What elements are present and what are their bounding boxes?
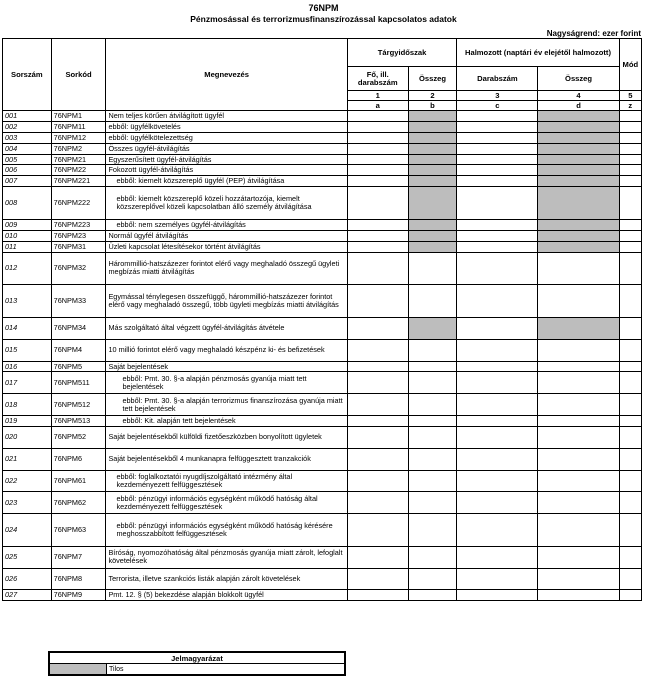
value-cell[interactable] — [457, 492, 538, 514]
row-code: 76NPM6 — [51, 448, 106, 470]
row-number: 022 — [3, 470, 52, 492]
table-row — [3, 252, 642, 285]
value-cell[interactable] — [408, 361, 457, 372]
value-cell[interactable] — [347, 219, 408, 230]
row-number: 020 — [3, 426, 52, 448]
value-cell[interactable] — [457, 285, 538, 318]
row-number: 002 — [3, 121, 52, 132]
value-cell[interactable] — [408, 568, 457, 590]
row-code: 76NPM21 — [51, 154, 106, 165]
row-name: Nem teljes körűen átvilágított ügyfél — [106, 111, 347, 122]
header-osszeg-halmozott: Összeg — [538, 67, 619, 91]
value-cell — [538, 317, 619, 339]
value-cell[interactable] — [457, 111, 538, 122]
table-row — [3, 165, 642, 176]
value-cell[interactable] — [538, 394, 619, 416]
value-cell[interactable] — [347, 176, 408, 187]
table-row — [3, 372, 642, 394]
row-code: 76NPM5 — [51, 361, 106, 372]
legend-title: Jelmagyarázat — [49, 652, 345, 664]
row-number: 006 — [3, 165, 52, 176]
value-cell[interactable] — [347, 143, 408, 154]
row-name: ebből: Pmt. 30. §-a alapján pénzmosás gyanúja miatt tett bejelentések — [106, 372, 347, 394]
row-name: Saját bejelentésekből 4 munkanapra felfüggesztett tranzakciók — [106, 448, 347, 470]
mod-cell[interactable] — [619, 241, 641, 252]
value-cell — [408, 143, 457, 154]
row-name: ebből: kiemelt közszereplő közeli hozzátartozója, kiemelt közszereplővel közeli kapcsolatban álló személy átvilágítása — [106, 187, 347, 220]
value-cell[interactable] — [457, 230, 538, 241]
value-cell[interactable] — [538, 361, 619, 372]
value-cell[interactable] — [538, 492, 619, 514]
row-name: Normál ügyfél átvilágítás — [106, 230, 347, 241]
value-cell — [408, 154, 457, 165]
mod-cell[interactable] — [619, 514, 641, 547]
table-row — [3, 154, 642, 165]
value-cell[interactable] — [538, 285, 619, 318]
row-code: 76NPM223 — [51, 219, 106, 230]
row-code: 76NPM2 — [51, 143, 106, 154]
row-code: 76NPM52 — [51, 426, 106, 448]
row-name: Bíróság, nyomozóhatóság által pénzmosás gyanúja miatt zárolt, lefoglalt követelések — [106, 546, 347, 568]
value-cell — [408, 317, 457, 339]
row-code: 76NPM62 — [51, 492, 106, 514]
value-cell[interactable] — [457, 448, 538, 470]
row-name: ebből: Kit. alapján tett bejelentések — [106, 416, 347, 427]
value-cell[interactable] — [347, 241, 408, 252]
value-cell[interactable] — [347, 372, 408, 394]
row-number: 025 — [3, 546, 52, 568]
value-cell — [408, 176, 457, 187]
header-targyidoszak: Tárgyidőszak — [347, 39, 457, 67]
table-row — [3, 568, 642, 590]
mod-cell[interactable] — [619, 285, 641, 318]
row-code: 76NPM9 — [51, 590, 106, 601]
row-code: 76NPM221 — [51, 176, 106, 187]
value-cell[interactable] — [538, 514, 619, 547]
table-row — [3, 546, 642, 568]
value-cell[interactable] — [347, 568, 408, 590]
value-cell[interactable] — [538, 568, 619, 590]
header-halmozott: Halmozott (naptári év elejétől halmozott) — [457, 39, 619, 67]
row-code: 76NPM11 — [51, 121, 106, 132]
table-row — [3, 416, 642, 427]
row-number: 005 — [3, 154, 52, 165]
row-code: 76NPM32 — [51, 252, 106, 285]
table-row — [3, 176, 642, 187]
row-code: 76NPM511 — [51, 372, 106, 394]
table-row — [3, 426, 642, 448]
value-cell[interactable] — [408, 492, 457, 514]
row-name: ebből: ügyfélkötelezettség — [106, 132, 347, 143]
value-cell[interactable] — [347, 339, 408, 361]
value-cell[interactable] — [538, 546, 619, 568]
value-cell[interactable] — [538, 590, 619, 601]
row-code: 76NPM33 — [51, 285, 106, 318]
value-cell[interactable] — [347, 165, 408, 176]
table-row — [3, 361, 642, 372]
value-cell[interactable] — [538, 372, 619, 394]
value-cell — [408, 187, 457, 220]
table-row — [3, 143, 642, 154]
value-cell[interactable] — [457, 132, 538, 143]
legend-swatch-forbidden — [49, 664, 107, 676]
header-mod: Mód — [619, 39, 641, 91]
value-cell[interactable] — [347, 252, 408, 285]
value-cell[interactable] — [347, 514, 408, 547]
mod-cell[interactable] — [619, 111, 641, 122]
row-number: 017 — [3, 372, 52, 394]
column-number: 4 — [538, 91, 619, 101]
mod-cell[interactable] — [619, 339, 641, 361]
value-cell — [408, 230, 457, 241]
table-row — [3, 132, 642, 143]
mod-cell[interactable] — [619, 165, 641, 176]
data-table — [2, 38, 642, 601]
mod-cell[interactable] — [619, 568, 641, 590]
mod-cell[interactable] — [619, 590, 641, 601]
legend — [48, 651, 346, 676]
report-code: 76NPM — [308, 3, 339, 13]
row-code: 76NPM23 — [51, 230, 106, 241]
mod-cell[interactable] — [619, 154, 641, 165]
table-row — [3, 317, 642, 339]
column-letter: a — [347, 101, 408, 111]
value-cell[interactable] — [347, 426, 408, 448]
value-cell[interactable] — [408, 590, 457, 601]
value-cell[interactable] — [347, 230, 408, 241]
value-cell — [538, 132, 619, 143]
value-cell[interactable] — [457, 416, 538, 427]
value-cell[interactable] — [347, 590, 408, 601]
value-cell[interactable] — [408, 514, 457, 547]
row-name: Más szolgáltató által végzett ügyfél-átvilágítás átvétele — [106, 317, 347, 339]
row-code: 76NPM61 — [51, 470, 106, 492]
mod-cell[interactable] — [619, 219, 641, 230]
row-code: 76NPM7 — [51, 546, 106, 568]
row-name: Üzleti kapcsolat létesítésekor történt átvilágítás — [106, 241, 347, 252]
header-sorkod: Sorkód — [51, 39, 106, 111]
mod-cell[interactable] — [619, 394, 641, 416]
row-name: ebből: pénzügyi információs egységként működő hatóság kérésére meghosszabbított felfüggesztések — [106, 514, 347, 547]
header-sorszam: Sorszám — [3, 39, 52, 111]
row-code: 76NPM22 — [51, 165, 106, 176]
value-cell[interactable] — [457, 546, 538, 568]
value-cell[interactable] — [408, 252, 457, 285]
table-row — [3, 339, 642, 361]
mod-cell[interactable] — [619, 416, 641, 427]
mod-cell[interactable] — [619, 143, 641, 154]
value-cell — [538, 219, 619, 230]
row-name: ebből: kiemelt közszereplő ügyfél (PEP) átvilágítása — [106, 176, 347, 187]
value-cell[interactable] — [457, 426, 538, 448]
value-cell[interactable] — [408, 470, 457, 492]
value-cell — [538, 154, 619, 165]
row-name: Saját bejelentések — [106, 361, 347, 372]
row-number: 013 — [3, 285, 52, 318]
value-cell[interactable] — [538, 339, 619, 361]
value-cell[interactable] — [347, 285, 408, 318]
value-cell — [538, 187, 619, 220]
column-letter: c — [457, 101, 538, 111]
row-name: ebből: Pmt. 30. §-a alapján terrorizmus finanszírozása gyanúja miatt tett bejelentések — [106, 394, 347, 416]
row-number: 003 — [3, 132, 52, 143]
value-cell[interactable] — [538, 252, 619, 285]
value-cell[interactable] — [457, 514, 538, 547]
row-number: 012 — [3, 252, 52, 285]
row-name: Egymással ténylegesen összefüggő, hárommillió-hatszázezer forintot elérő vagy meghaladó összegű, több ügyleti megbízás miatti átvilágítás — [106, 285, 347, 318]
value-cell[interactable] — [347, 361, 408, 372]
column-letter: b — [408, 101, 457, 111]
value-cell[interactable] — [347, 132, 408, 143]
header-fo-darabszam: Fő, ill. darabszám — [347, 67, 408, 91]
value-cell[interactable] — [457, 187, 538, 220]
value-cell[interactable] — [408, 285, 457, 318]
mod-cell[interactable] — [619, 121, 641, 132]
mod-cell[interactable] — [619, 426, 641, 448]
value-cell[interactable] — [347, 394, 408, 416]
mod-cell[interactable] — [619, 187, 641, 220]
value-cell[interactable] — [457, 317, 538, 339]
column-letter: z — [619, 101, 641, 111]
table-row — [3, 219, 642, 230]
row-code: 76NPM63 — [51, 514, 106, 547]
header-megnevezes: Megnevezés — [106, 39, 347, 111]
table-row — [3, 590, 642, 601]
table-row — [3, 241, 642, 252]
value-cell[interactable] — [347, 448, 408, 470]
row-number: 026 — [3, 568, 52, 590]
value-cell[interactable] — [347, 121, 408, 132]
value-cell[interactable] — [347, 470, 408, 492]
table-row — [3, 285, 642, 318]
row-name: Fokozott ügyfél-átvilágítás — [106, 165, 347, 176]
value-cell — [538, 176, 619, 187]
value-cell[interactable] — [408, 339, 457, 361]
row-code: 76NPM34 — [51, 317, 106, 339]
row-name: ebből: ügyfélkövetelés — [106, 121, 347, 132]
mod-cell[interactable] — [619, 361, 641, 372]
row-name: Egyszerűsített ügyfél-átvilágítás — [106, 154, 347, 165]
row-name: ebből: nem személyes ügyfél-átvilágítás — [106, 219, 347, 230]
value-cell[interactable] — [408, 448, 457, 470]
row-code: 76NPM1 — [51, 111, 106, 122]
column-number: 1 — [347, 91, 408, 101]
mod-cell[interactable] — [619, 470, 641, 492]
value-cell[interactable] — [538, 416, 619, 427]
row-code: 76NPM4 — [51, 339, 106, 361]
value-cell[interactable] — [457, 394, 538, 416]
row-code: 76NPM8 — [51, 568, 106, 590]
header-darabszam: Darabszám — [457, 67, 538, 91]
row-number: 024 — [3, 514, 52, 547]
report-title: Pénzmosással és terrorizmusfinanszírozással kapcsolatos adatok — [190, 14, 457, 24]
value-cell[interactable] — [538, 448, 619, 470]
row-number: 016 — [3, 361, 52, 372]
value-cell[interactable] — [347, 492, 408, 514]
column-number: 5 — [619, 91, 641, 101]
value-cell[interactable] — [538, 470, 619, 492]
value-cell — [538, 230, 619, 241]
value-cell[interactable] — [457, 470, 538, 492]
header-osszeg: Összeg — [408, 67, 457, 91]
value-cell[interactable] — [538, 426, 619, 448]
table-row — [3, 121, 642, 132]
value-cell[interactable] — [408, 372, 457, 394]
mod-cell[interactable] — [619, 252, 641, 285]
value-cell — [408, 111, 457, 122]
row-number: 014 — [3, 317, 52, 339]
row-name: Terrorista, illetve szankciós listák alapján zárolt követelések — [106, 568, 347, 590]
table-row — [3, 230, 642, 241]
legend-label-forbidden: Tilos — [107, 664, 346, 676]
row-number: 001 — [3, 111, 52, 122]
value-cell[interactable] — [457, 121, 538, 132]
column-number: 3 — [457, 91, 538, 101]
value-cell[interactable] — [457, 252, 538, 285]
value-cell[interactable] — [347, 111, 408, 122]
value-cell[interactable] — [457, 339, 538, 361]
row-number: 007 — [3, 176, 52, 187]
row-code: 76NPM31 — [51, 241, 106, 252]
value-cell[interactable] — [347, 317, 408, 339]
value-cell[interactable] — [347, 546, 408, 568]
mod-cell[interactable] — [619, 317, 641, 339]
value-cell[interactable] — [457, 154, 538, 165]
mod-cell[interactable] — [619, 132, 641, 143]
value-cell[interactable] — [457, 590, 538, 601]
value-cell — [538, 111, 619, 122]
row-number: 011 — [3, 241, 52, 252]
value-cell[interactable] — [457, 568, 538, 590]
value-cell[interactable] — [457, 176, 538, 187]
row-number: 015 — [3, 339, 52, 361]
value-cell[interactable] — [457, 241, 538, 252]
column-letter: d — [538, 101, 619, 111]
value-cell[interactable] — [408, 416, 457, 427]
value-cell[interactable] — [347, 187, 408, 220]
value-cell[interactable] — [457, 372, 538, 394]
row-code: 76NPM513 — [51, 416, 106, 427]
value-cell — [538, 143, 619, 154]
column-number: 2 — [408, 91, 457, 101]
table-row — [3, 492, 642, 514]
row-number: 019 — [3, 416, 52, 427]
unit-label: Nagyságrend: ezer forint — [546, 29, 641, 38]
value-cell[interactable] — [347, 154, 408, 165]
table-row — [3, 187, 642, 220]
row-number: 009 — [3, 219, 52, 230]
mod-cell[interactable] — [619, 176, 641, 187]
value-cell[interactable] — [457, 219, 538, 230]
value-cell[interactable] — [347, 416, 408, 427]
mod-cell[interactable] — [619, 230, 641, 241]
table-row — [3, 111, 642, 122]
mod-cell[interactable] — [619, 546, 641, 568]
row-code: 76NPM222 — [51, 187, 106, 220]
value-cell[interactable] — [457, 361, 538, 372]
row-number: 023 — [3, 492, 52, 514]
value-cell — [538, 241, 619, 252]
value-cell — [538, 121, 619, 132]
value-cell — [408, 241, 457, 252]
row-name: Hárommillió-hatszázezer forintot elérő vagy meghaladó összegű ügyleti megbízás miatti átvilágítás — [106, 252, 347, 285]
value-cell[interactable] — [408, 546, 457, 568]
value-cell[interactable] — [408, 426, 457, 448]
mod-cell[interactable] — [619, 372, 641, 394]
value-cell — [408, 132, 457, 143]
value-cell[interactable] — [457, 143, 538, 154]
mod-cell[interactable] — [619, 448, 641, 470]
row-name: Saját bejelentésekből külföldi fizetőeszközben bonyolított ügyletek — [106, 426, 347, 448]
row-code: 76NPM12 — [51, 132, 106, 143]
table-row — [3, 470, 642, 492]
mod-cell[interactable] — [619, 492, 641, 514]
row-number: 021 — [3, 448, 52, 470]
row-name: ebből: foglalkoztatói nyugdíjszolgáltató intézmény által kezdeményezett felfüggesztések — [106, 470, 347, 492]
row-name: Összes ügyfél-átvilágítás — [106, 143, 347, 154]
row-number: 018 — [3, 394, 52, 416]
row-name: 10 millió forintot elérő vagy meghaladó készpénz ki- és befizetések — [106, 339, 347, 361]
row-number: 027 — [3, 590, 52, 601]
row-code: 76NPM512 — [51, 394, 106, 416]
value-cell — [408, 121, 457, 132]
table-row — [3, 514, 642, 547]
row-number: 010 — [3, 230, 52, 241]
value-cell — [408, 219, 457, 230]
value-cell[interactable] — [408, 394, 457, 416]
row-number: 004 — [3, 143, 52, 154]
value-cell — [408, 165, 457, 176]
value-cell — [538, 165, 619, 176]
row-number: 008 — [3, 187, 52, 220]
row-name: ebből: pénzügyi információs egységként működő hatóság által kezdeményezett felfüggesztések — [106, 492, 347, 514]
value-cell[interactable] — [457, 165, 538, 176]
row-name: Pmt. 12. § (5) bekezdése alapján blokkolt ügyfél — [106, 590, 347, 601]
table-row — [3, 448, 642, 470]
table-row — [3, 394, 642, 416]
